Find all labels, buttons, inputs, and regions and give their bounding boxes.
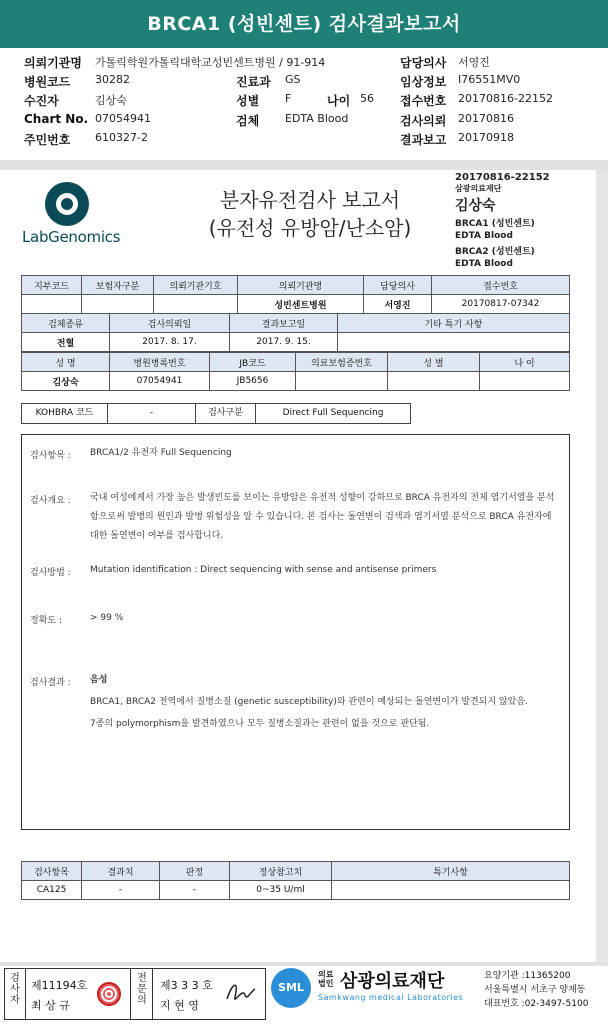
td-jb-code: JB5656 [210, 372, 296, 391]
inspector-no: 제11194호 [31, 979, 88, 992]
value-sex: F [285, 92, 292, 105]
inspector-seal-icon [97, 982, 121, 1006]
result-line2: 7종의 polymorphism을 발견하였으나 모두 질병소질과는 관련이 없을 것으로 판단됨. [90, 719, 430, 729]
kohbra-value: - [108, 404, 196, 423]
doctor-name: 지 현 영 [160, 999, 199, 1012]
th-test-item: 검사항목 [22, 862, 82, 881]
result-head: 음성 [90, 675, 108, 685]
td-inst-sign [154, 295, 238, 314]
value-clinical-info: I76551MV0 [458, 73, 521, 86]
test-type-value: Direct Full Sequencing [282, 408, 384, 418]
td-specimen-type: 전혈 [22, 333, 110, 352]
td-doctor: 서영진 [364, 295, 432, 314]
specimen-label [455, 172, 595, 270]
report-title: BRCA1 (성빈센트) 검사결과보고서 [0, 0, 608, 48]
marker-table [21, 861, 570, 900]
legal-label: 의료법인 [318, 970, 334, 988]
th-patient-name: 성 명 [22, 353, 110, 372]
method-label: 검사방법 : [30, 568, 71, 578]
stamp-test1: BRCA1 (성빈센트) [455, 219, 535, 229]
label-request-date: 검사의뢰 [400, 114, 447, 128]
specimen-info-table [21, 313, 570, 352]
stamp-name: 김상숙 [455, 198, 496, 214]
td-reference: 0~35 U/ml [230, 881, 332, 900]
value-report-date: 20170918 [458, 131, 514, 144]
stamp-org: 삼광의료재단 [455, 184, 502, 193]
th-inst-sign: 의뢰기관기호 [154, 276, 238, 295]
overview-text: 국내 여성에게서 가장 높은 발생빈도를 보이는 유방암은 유전적 성향이 강하므로 BRCA 유전자의 전체 염기서열을 분석함으로써 발병의 원인과 발병 위험성을 알 수 있습니다. 본 검사는 돌연변이 검색과 염기서열 분석으로 BRCA 유전자에 대한 돌연변이 여부를 검사합니다. [90, 493, 555, 541]
label-institution: 의뢰기관명 [24, 56, 82, 70]
td-branch [22, 295, 82, 314]
td-insurance-no [296, 372, 388, 391]
th-sex: 성 별 [388, 353, 480, 372]
value-specimen: EDTA Blood [285, 112, 349, 125]
th-chart-no: 병원병록번호 [110, 353, 210, 372]
accuracy-text: > 99 % [90, 613, 124, 623]
org-name: 삼광의료재단 [340, 971, 445, 992]
test-type-label: 검사구분 [196, 404, 256, 423]
kohbra-row [21, 403, 411, 424]
stamp-test2: BRCA2 (성빈센트) [455, 247, 535, 257]
value-doctor: 서영진 [458, 56, 490, 69]
result-line1: BRCA1, BRCA2 전역에서 질병소질 (genetic susceptibility)와 관련이 예상되는 돌연변이가 발견되지 않았음. [90, 697, 528, 707]
header-info [0, 50, 608, 160]
section-divider [0, 160, 608, 170]
result-section [21, 434, 570, 830]
doctor-no: 제3 3 3 호 [160, 979, 213, 992]
item-text: BRCA1/2 유전자 Full Sequencing [90, 448, 232, 458]
signature-box [4, 968, 266, 1020]
org-phone: 대표번호 :02-3497-5100 [484, 999, 589, 1009]
org-code: 요양기관 :11365200 [484, 971, 571, 981]
value-age: 56 [360, 92, 374, 105]
label-resident-no: 주민번호 [24, 133, 71, 147]
th-result: 결과치 [82, 862, 160, 881]
td-sex [388, 372, 480, 391]
th-specimen-type: 검체종류 [22, 314, 110, 333]
th-note: 특기사항 [332, 862, 570, 881]
sml-logo-icon: SML [271, 968, 311, 1008]
th-receipt: 접수번호 [432, 276, 570, 295]
label-report-date: 결과보고 [400, 133, 447, 147]
org-address: 서울특별시 서초구 양재동 [484, 985, 586, 995]
value-patient: 김상숙 [95, 94, 127, 107]
th-doctor: 담당의사 [364, 276, 432, 295]
th-branch: 지부코드 [22, 276, 82, 295]
label-chart-no: Chart No. [24, 112, 89, 126]
td-remarks [338, 333, 570, 352]
td-request-date: 2017. 8. 17. [110, 333, 230, 352]
th-inst-name: 의뢰기관명 [238, 276, 364, 295]
th-insurance-no: 의료보험증번호 [296, 353, 388, 372]
th-judgment: 판정 [160, 862, 230, 881]
item-label: 검사항목 : [30, 451, 71, 461]
label-doctor: 담당의사 [400, 56, 447, 70]
value-institution: 가톨릭학원가톨릭대학교성빈센트병원 / 91-914 [95, 56, 326, 69]
labgenomics-logo-text: LabGenomics [22, 228, 121, 246]
label-patient: 수진자 [24, 94, 59, 108]
document-title-line2: (유전성 유방암/난소암) [208, 216, 412, 240]
label-specimen: 검체 [236, 114, 260, 128]
label-receipt-no: 접수번호 [400, 94, 447, 108]
th-report-date: 결과보고일 [230, 314, 338, 333]
th-request-date: 검사의뢰일 [110, 314, 230, 333]
th-remarks: 기타 특기 사항 [338, 314, 570, 333]
document-title-line1: 분자유전검사 보고서 [219, 188, 401, 212]
label-age: 나이 [327, 94, 351, 108]
scan-edge [596, 170, 608, 962]
doctor-label: 전문의 [137, 973, 147, 1006]
value-department: GS [285, 73, 301, 86]
td-test-item: CA125 [22, 881, 82, 900]
label-hospital-code: 병원코드 [24, 75, 71, 89]
accuracy-label: 정확도 : [30, 616, 62, 626]
value-receipt-no: 20170816-22152 [458, 92, 553, 105]
overview-label: 검사개요 : [30, 496, 71, 506]
td-judgment: - [160, 881, 230, 900]
document-title [190, 186, 430, 242]
inspector-label: 검사자 [10, 973, 20, 1006]
th-age: 나 이 [480, 353, 570, 372]
th-insurance: 보험자구분 [82, 276, 154, 295]
inspector-name: 최 상 규 [31, 999, 70, 1012]
value-hospital-code: 30282 [95, 73, 130, 86]
stamp-spec2: EDTA Blood [455, 259, 513, 269]
td-chart-no: 07054941 [110, 372, 210, 391]
th-reference: 정상참고치 [230, 862, 332, 881]
value-resident-no: 610327-2 [95, 131, 148, 144]
value-request-date: 20170816 [458, 112, 514, 125]
stamp-code: 20170816-22152 [455, 172, 550, 183]
label-sex: 성별 [236, 94, 260, 108]
doctor-signature-icon [223, 977, 259, 1009]
footer [0, 966, 608, 1032]
label-department: 진료과 [236, 75, 271, 89]
stamp-spec1: EDTA Blood [455, 231, 513, 241]
org-english: Samkwang medical Laboratories [318, 993, 464, 1002]
value-chart-no: 07054941 [95, 112, 151, 125]
patient-info-table [21, 352, 570, 391]
method-text: Mutation identification : Direct sequencing with sense and antisense primers [90, 565, 437, 575]
td-age [480, 372, 570, 391]
td-insurance [82, 295, 154, 314]
td-patient-name: 김상숙 [22, 372, 110, 391]
request-info-table [21, 275, 570, 314]
th-jb-code: JB코드 [210, 353, 296, 372]
td-receipt: 20170817-07342 [432, 295, 570, 314]
td-note [332, 881, 570, 900]
result-label: 검사결과 : [30, 678, 71, 688]
td-report-date: 2017. 9. 15. [230, 333, 338, 352]
kohbra-label: KOHBRA 코드 [22, 404, 108, 423]
td-inst-name: 성빈센트병원 [238, 295, 364, 314]
td-result: - [82, 881, 160, 900]
labgenomics-logo-icon [45, 182, 89, 226]
label-clinical-info: 임상정보 [400, 75, 447, 89]
